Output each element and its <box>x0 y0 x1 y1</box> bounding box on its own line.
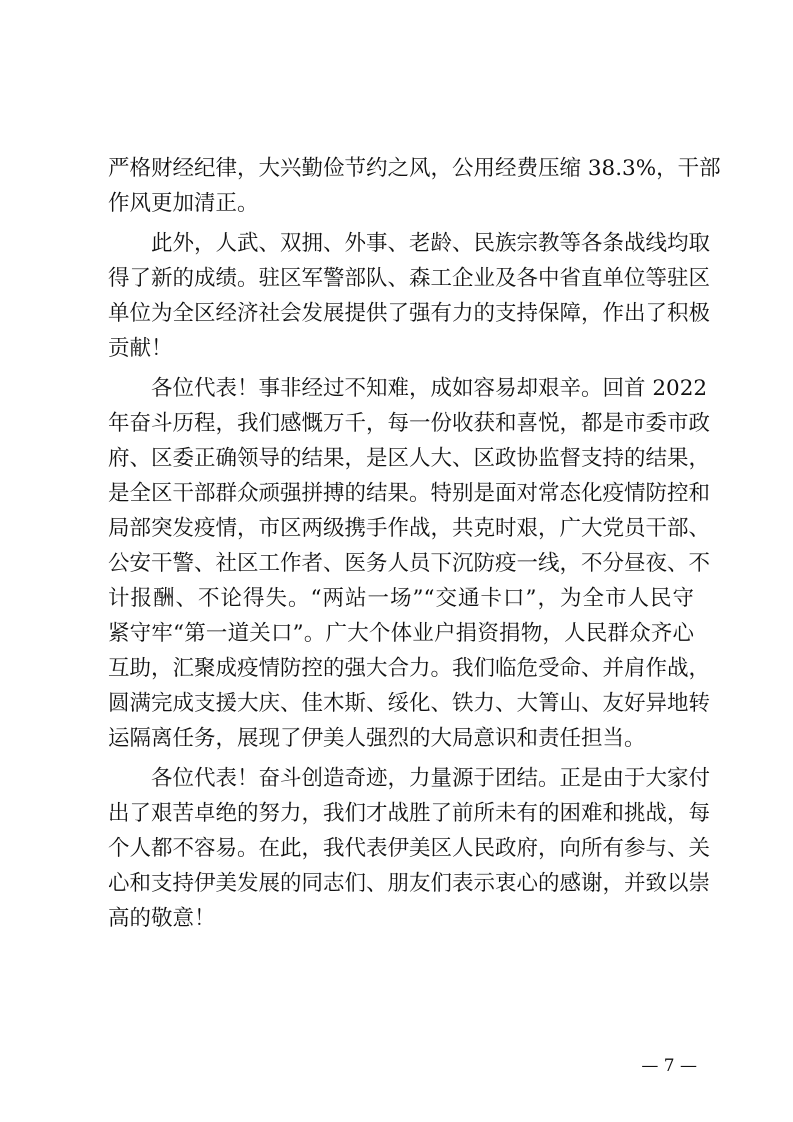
text-line: 各位代表！奋斗创造奇迹，力量源于团结。正是由于大家付 <box>108 766 711 791</box>
text-line: 单位为全区经济社会发展提供了强有力的支持保障，作出了积极 <box>108 301 711 326</box>
text-line: 是全区干部群众顽强拼搏的结果。特别是面对常态化疫情防控和 <box>108 481 711 506</box>
text-line: 出了艰苦卓绝的努力，我们才战胜了前所未有的困难和挑战，每 <box>108 801 711 826</box>
text-line: 年奋斗历程，我们感慨万千，每一份收获和喜悦，都是市委市政 <box>108 411 711 436</box>
text-line: 高的敬意！ <box>108 906 216 931</box>
text-line: 局部突发疫情，市区两级携手作战，共克时艰，广大党员干部、 <box>108 516 711 541</box>
text-line: 各位代表！事非经过不知难，成如容易却艰辛。回首 2022 <box>108 376 708 401</box>
text-line: 运隔离任务，展现了伊美人强烈的大局意识和责任担当。 <box>108 726 646 751</box>
text-line: 心和支持伊美发展的同志们、朋友们表示衷心的感谢，并致以崇 <box>108 871 711 896</box>
text-line: 个人都不容易。在此，我代表伊美区人民政府，向所有参与、关 <box>108 836 711 861</box>
text-line: 作风更加清正。 <box>108 191 259 216</box>
text-line: 得了新的成绩。驻区军警部队、森工企业及各中省直单位等驻区 <box>108 266 711 291</box>
text-line: 公安干警、社区工作者、医务人员下沉防疫一线，不分昼夜、不 <box>108 551 711 576</box>
text-line: 紧守牢“第一道关口”。广大个体业户捐资捐物，人民群众齐心 <box>108 621 694 646</box>
text-line: 严格财经纪律，大兴勤俭节约之风，公用经费压缩 38.3%，干部 <box>108 156 721 181</box>
page-number: — 7 — <box>641 1056 697 1076</box>
text-line: 计报酬、不论得失。“两站一场”“交通卡口”，为全市人民守 <box>108 586 694 611</box>
text-line: 府、区委正确领导的结果，是区人大、区政协监督支持的结果， <box>108 446 711 471</box>
text-line: 互助，汇聚成疫情防控的强大合力。我们临危受命、并肩作战， <box>108 656 711 681</box>
text-line: 圆满完成支援大庆、佳木斯、绥化、铁力、大箐山、友好异地转 <box>108 691 711 716</box>
text-line: 此外，人武、双拥、外事、老龄、民族宗教等各条战线均取 <box>108 231 711 256</box>
text-line: 贡献！ <box>108 336 173 361</box>
